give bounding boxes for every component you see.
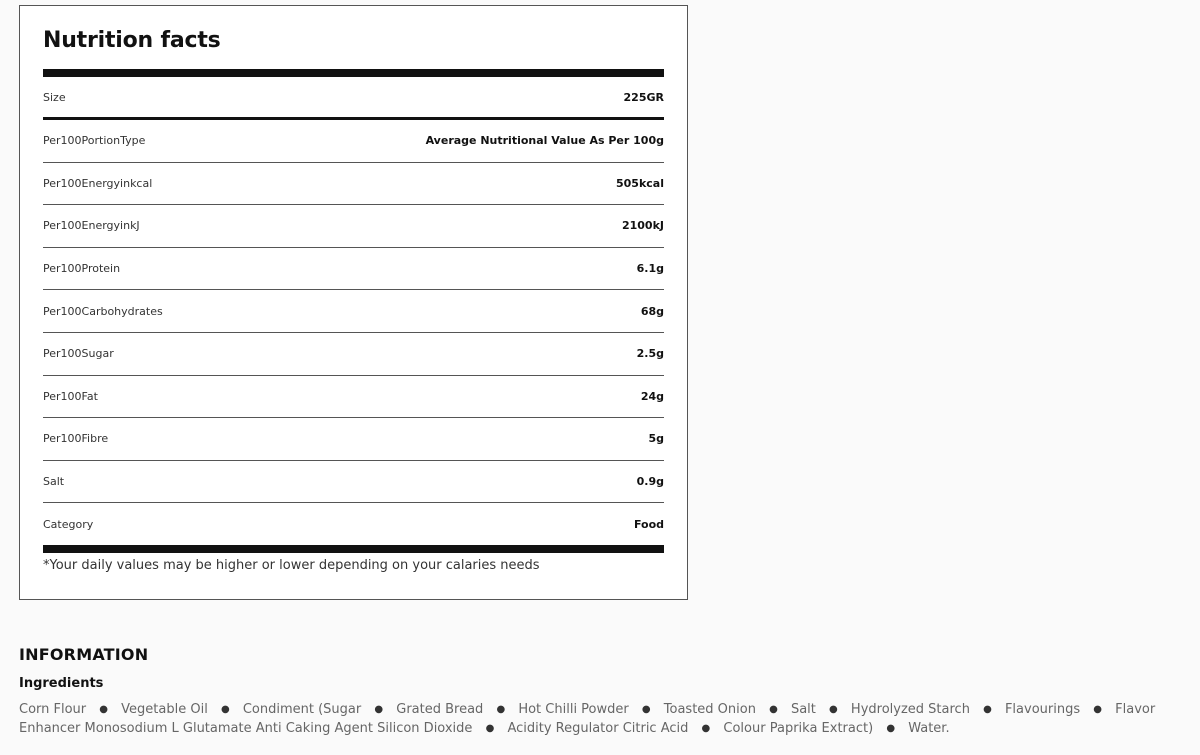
ingredient-item: Hot Chilli Powder bbox=[518, 702, 629, 717]
ingredient-item: Colour Paprika Extract) bbox=[723, 721, 874, 736]
row-value: 24g bbox=[640, 389, 664, 403]
row-label: Per100PortionType bbox=[43, 134, 146, 148]
row-value: 68g bbox=[640, 304, 664, 318]
top-divider-bar bbox=[43, 69, 664, 77]
nutrition-row-energy-kcal bbox=[43, 163, 664, 206]
bullet-separator-icon: ● bbox=[99, 704, 109, 715]
ingredient-item: Flavourings bbox=[1004, 702, 1081, 717]
nutrition-row-sugar bbox=[43, 333, 664, 376]
ingredient-item: Salt bbox=[790, 702, 816, 717]
information-heading: INFORMATION bbox=[19, 645, 149, 664]
ingredient-item: Corn Flour bbox=[19, 702, 87, 717]
ingredient-item: Water. bbox=[908, 721, 950, 736]
daily-values-footnote: *Your daily values may be higher or lower depending on your calaries needs bbox=[43, 558, 540, 573]
ingredient-item: Acidity Regulator Citric Acid bbox=[507, 721, 689, 736]
row-value: Average Nutritional Value As Per 100g bbox=[425, 134, 664, 148]
row-value: 505kcal bbox=[616, 176, 664, 190]
row-label: Salt bbox=[43, 475, 65, 489]
bullet-separator-icon: ● bbox=[374, 704, 384, 715]
row-label: Category bbox=[43, 518, 94, 532]
nutrition-row-carbohydrates bbox=[43, 290, 664, 333]
ingredient-item: Vegetable Oil bbox=[121, 702, 208, 717]
row-label: Per100Carbohydrates bbox=[43, 304, 163, 318]
row-value: 2100kJ bbox=[621, 219, 664, 233]
row-label: Per100Fat bbox=[43, 389, 98, 403]
nutrition-row-fat bbox=[43, 376, 664, 419]
bottom-divider-bar bbox=[43, 545, 664, 553]
bullet-separator-icon: ● bbox=[496, 704, 506, 715]
bullet-separator-icon: ● bbox=[701, 723, 711, 734]
row-label: Per100EnergyinkJ bbox=[43, 219, 140, 233]
row-label: Per100Fibre bbox=[43, 432, 109, 446]
bullet-separator-icon: ● bbox=[886, 723, 896, 734]
row-value: 225GR bbox=[623, 90, 664, 104]
nutrition-row-category bbox=[43, 503, 664, 546]
bullet-separator-icon: ● bbox=[1093, 704, 1102, 715]
row-value: 6.1g bbox=[636, 262, 664, 276]
row-label: Per100Protein bbox=[43, 262, 121, 276]
row-value: Food bbox=[633, 518, 664, 532]
nutrition-facts-panel bbox=[19, 5, 688, 600]
nutrition-row-fibre bbox=[43, 418, 664, 461]
ingredient-item: Flavor Enhancer Monosodium L Glutamate Anti Caking Agent Silicon Dioxide bbox=[19, 702, 1156, 736]
row-value: 0.9g bbox=[636, 475, 664, 489]
row-label: Per100Energyinkcal bbox=[43, 176, 153, 190]
ingredient-item: Toasted Onion bbox=[663, 702, 756, 717]
nutrition-title: Nutrition facts bbox=[43, 28, 221, 53]
nutrition-row-portion-type bbox=[43, 120, 664, 163]
bullet-separator-icon: ● bbox=[641, 704, 651, 715]
row-value: 2.5g bbox=[636, 347, 664, 361]
nutrition-row-size bbox=[43, 77, 664, 120]
nutrition-row-energy-kj bbox=[43, 205, 664, 248]
row-value: 5g bbox=[648, 432, 664, 446]
nutrition-row-protein bbox=[43, 248, 664, 291]
bullet-separator-icon: ● bbox=[769, 704, 778, 715]
row-label: Per100Sugar bbox=[43, 347, 114, 361]
bullet-separator-icon: ● bbox=[829, 704, 838, 715]
ingredient-item: Hydrolyzed Starch bbox=[850, 702, 970, 717]
ingredients-heading: Ingredients bbox=[19, 676, 104, 691]
nutrition-row-salt bbox=[43, 461, 664, 504]
ingredient-item: Condiment (Sugar bbox=[242, 702, 362, 717]
bullet-separator-icon: ● bbox=[220, 704, 230, 715]
bullet-separator-icon: ● bbox=[485, 723, 495, 734]
bullet-separator-icon: ● bbox=[983, 704, 992, 715]
ingredients-list bbox=[19, 700, 1189, 738]
nutrition-table bbox=[43, 77, 664, 546]
row-label: Size bbox=[43, 90, 66, 104]
ingredient-item: Grated Bread bbox=[396, 702, 484, 717]
